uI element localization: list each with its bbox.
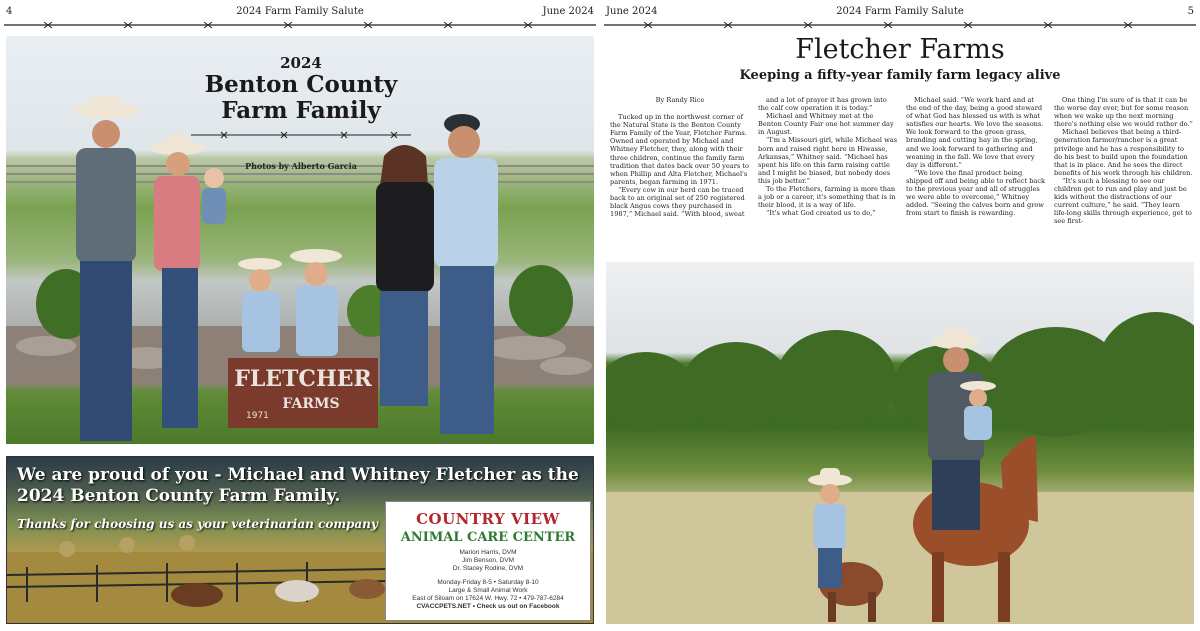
article-paragraph: “It's what God created us to do,” (766, 209, 876, 218)
article-title: Fletcher Farms (795, 34, 1005, 65)
title-year: 2024 (280, 54, 322, 72)
photo-title-block (166, 54, 436, 171)
ad-doctor: Marion Harris, DVM (459, 549, 517, 556)
right-page (600, 0, 1200, 631)
ad-brand-line2: ANIMAL CARE CENTER (400, 530, 576, 545)
ad-doctor: Dr. Stacey Rodine, DVM (452, 565, 524, 572)
ad-location: East of Siloam on 17624 W. Hwy. 72 • 479-787-6284 (412, 595, 564, 602)
article-column-1 (610, 96, 750, 256)
article-subtitle: Keeping a fifty-year family farm legacy alive (739, 68, 1061, 83)
article-column-2 (758, 96, 898, 256)
article-column-4 (1054, 96, 1194, 256)
running-head-left (6, 6, 594, 20)
article-paragraph: To the Fletchers, farming is more than a job or a career, it's something that is in their blood, it is a way of life. (758, 185, 896, 210)
ad-headline: We are proud of you - Michael and Whitney Fletcher as the 2024 Benton County Farm Family. (17, 465, 579, 506)
barbed-wire-divider (4, 20, 596, 30)
sign-line1: FLETCHER (234, 366, 372, 392)
vet-ad (6, 456, 594, 624)
title-barbed-wire (191, 131, 411, 139)
article-paragraph: Michael and Whitney met at the Benton County Fair one hot summer day in August. (758, 112, 894, 137)
article-paragraph: “It's such a blessing to see our children get to run and play and just be kids without the distractions of our current culture,” he said. “They learn life-long skills through experience, get to see first- (1054, 176, 1192, 226)
article-paragraph: One thing I'm sure of is that it can be the worse day ever, but for some reason when we wake up the next morning there's nothing else we would rather do.” (1054, 96, 1193, 129)
photo-credit: Photos by Alberto Garcia (245, 161, 357, 171)
ad-brand-line1: COUNTRY VIEW (416, 510, 560, 528)
article-paragraph: “I'm a Missouri girl, while Michael was born and raised right here in Hiwasse, Arkansas,” Whitney said. “Michael has spent his life on this farm raising cattle and I might be biased, but nobody does this job better.” (758, 136, 898, 185)
article-paragraph: Tucked up in the northwest corner of the Natural State is the Benton County Farm Family of the Year, Fletcher Farms. Owned and operated by Michael and Whitney Fletcher, they, along with their three children, continue the family farm tradition that dates back over 50 years to when Phillip and Alta Fletcher, Michael's parents, began farming in 1971. (610, 113, 749, 186)
ad-doctor: Jim Benson, DVM (461, 557, 515, 564)
article-paragraph: and a lot of prayer it has grown into the calf cow operation it is today.” (758, 96, 887, 113)
article-paragraph: “We love the final product being shipped off and being able to reflect back to the previous year and all of struggles we were able to overcome,” Whitney added. “Seeing the calves born and grow from start to finish is rewarding. (906, 168, 1046, 218)
article-paragraph: Michael said. “We work hard and at the end of the day, being a good steward of what God has blessed us with is what satisfies our hearts. We love the seasons. We look forward to the green grass, branding and cutting hay in the spring, and we look forward to gathering and weaning in the fall. We love that every day is different.” (906, 96, 1044, 169)
sign-est: 1971 (246, 411, 269, 421)
ad-brand-box (385, 501, 591, 621)
title-line1: Benton County (204, 71, 398, 98)
family-photo (6, 36, 594, 444)
ad-subline: Thanks for choosing us as your veterinarian company (17, 517, 378, 531)
title-line2: Farm Family (221, 97, 381, 124)
sign-line2: FARMS (282, 396, 340, 412)
article-column-3 (906, 96, 1046, 256)
barbed-wire-divider (604, 20, 1196, 30)
ad-web: CVACCPETS.NET • Check us out on Facebook (416, 603, 560, 610)
article-paragraph: “Every cow in our herd can be traced back to an original set of 250 registered black Angus cows they purchased in 1987,” Michael said. “With blood, sweat (610, 185, 745, 219)
running-title: 2024 Farm Family Salute (236, 6, 364, 17)
issue-date: June 2024 (606, 6, 658, 17)
ad-hours: Monday-Friday 8-5 • Saturday 8-10 (437, 579, 539, 586)
article-paragraph: Michael believes that being a third-generation farmer/rancher is a great privilege and he has a responsibility to do his best to build upon the foundation that is in place. And he sees the direct benefits of his work through his children. (1054, 128, 1193, 177)
running-head-right (606, 6, 1194, 20)
byline: By Randy Rice (655, 96, 705, 104)
issue-date: June 2024 (542, 6, 594, 17)
article-columns (610, 96, 1194, 256)
ad-service: Large & Small Animal Work (448, 587, 528, 594)
page-number: 5 (1187, 6, 1194, 17)
horseback-photo (606, 262, 1194, 624)
horseback-photo-illustration (606, 262, 1194, 624)
running-title: 2024 Farm Family Salute (836, 6, 964, 17)
page-number: 4 (6, 6, 13, 17)
